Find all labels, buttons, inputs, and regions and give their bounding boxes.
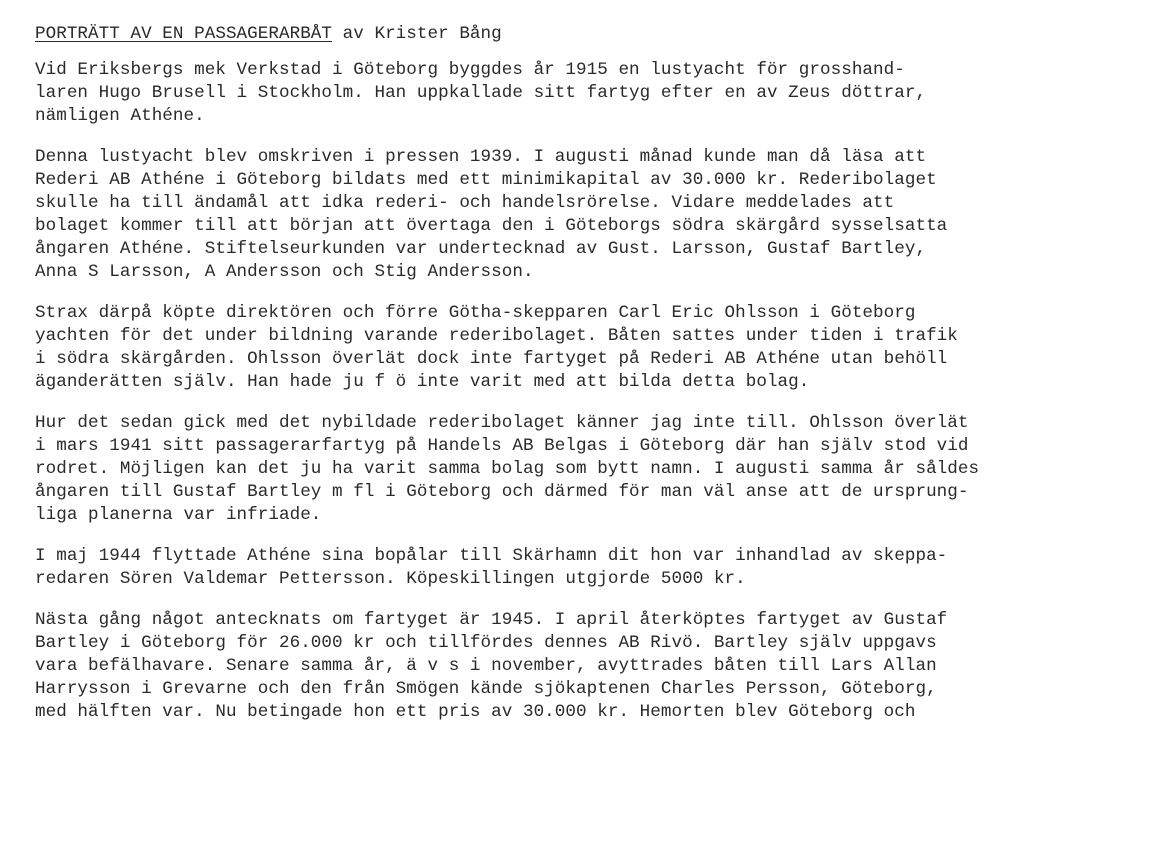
text-line: i södra skärgården. Ohlsson överlät dock inte fartyget på Rederi AB Athéne utan behöll	[35, 349, 948, 369]
text-line: redaren Sören Valdemar Pettersson. Köpeskillingen utgjorde 5000 kr.	[35, 569, 746, 589]
paragraph	[35, 609, 1160, 724]
text-line: ångaren till Gustaf Bartley m fl i Göteborg och därmed för man väl anse att de ursprung-	[35, 482, 969, 502]
document-heading	[35, 22, 1160, 46]
text-line: Bartley i Göteborg för 26.000 kr och tillfördes dennes AB Rivö. Bartley själv uppgavs	[35, 633, 937, 653]
text-line: i mars 1941 sitt passagerarfartyg på Handels AB Belgas i Göteborg där han själv stod vid	[35, 436, 969, 456]
text-line: Strax därpå köpte direktören och förre Götha-skepparen Carl Eric Ohlsson i Göteborg	[35, 303, 916, 323]
text-line: Nästa gång något antecknats om fartyget är 1945. I april återköptes fartyget av Gustaf	[35, 610, 948, 630]
text-line: vara befälhavare. Senare samma år, ä v s i november, avyttrades båten till Lars Allan	[35, 656, 937, 676]
paragraph	[35, 59, 1160, 128]
text-line: Hur det sedan gick med det nybildade rederibolaget känner jag inte till. Ohlsson överlät	[35, 413, 969, 433]
text-line: liga planerna var infriade.	[35, 505, 322, 525]
article-byline: av Krister Bång	[342, 24, 502, 44]
text-line: Denna lustyacht blev omskriven i pressen 1939. I augusti månad kunde man då läsa att	[35, 147, 927, 167]
text-line: Harrysson i Grevarne och den från Smögen kände sjökaptenen Charles Persson, Göteborg,	[35, 679, 937, 699]
text-line: laren Hugo Brusell i Stockholm. Han uppkallade sitt fartyg efter en av Zeus döttrar,	[35, 83, 927, 103]
paragraph	[35, 302, 1160, 394]
paragraph	[35, 545, 1160, 591]
text-line: skulle ha till ändamål att idka rederi- och handelsrörelse. Vidare meddelades att	[35, 193, 895, 213]
text-line: rodret. Möjligen kan det ju ha varit samma bolag som bytt namn. I augusti samma år såldes	[35, 459, 980, 479]
text-line: I maj 1944 flyttade Athéne sina bopålar till Skärhamn dit hon var inhandlad av skeppa-	[35, 546, 948, 566]
document-page	[35, 22, 1160, 724]
text-line: Anna S Larsson, A Andersson och Stig Andersson.	[35, 262, 534, 282]
text-line: med hälften var. Nu betingade hon ett pris av 30.000 kr. Hemorten blev Göteborg och	[35, 702, 916, 722]
paragraph	[35, 412, 1160, 527]
paragraph	[35, 146, 1160, 284]
text-line: bolaget kommer till att början att övertaga den i Göteborgs södra skärgård sysselsatta	[35, 216, 948, 236]
text-line: nämligen Athéne.	[35, 106, 205, 126]
text-line: ångaren Athéne. Stiftelseurkunden var undertecknad av Gust. Larsson, Gustaf Bartley,	[35, 239, 927, 259]
text-line: äganderätten själv. Han hade ju f ö inte varit med att bilda detta bolag.	[35, 372, 810, 392]
article-title: PORTRÄTT AV EN PASSAGERARBÅT	[35, 24, 333, 44]
text-line: Rederi AB Athéne i Göteborg bildats med ett minimikapital av 30.000 kr. Rederibolaget	[35, 170, 937, 190]
text-line: Vid Eriksbergs mek Verkstad i Göteborg byggdes år 1915 en lustyacht för grosshand-	[35, 60, 905, 80]
text-line: yachten för det under bildning varande rederibolaget. Båten sattes under tiden i trafik	[35, 326, 958, 346]
